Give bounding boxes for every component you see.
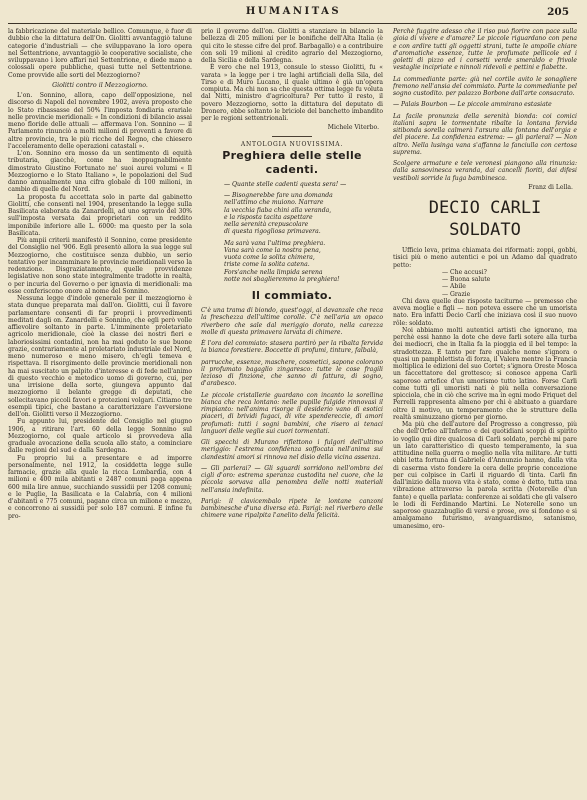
running-header — [0, 6, 587, 22]
dialogue-line: — Buona salute — [442, 276, 491, 283]
verse-line: Fors'anche nella limpida serena — [224, 268, 323, 276]
paragraph: L'on. Sonnino era mosso da un sentimento di equità tributaria, giacchè, come ha inoppugnabilmente dimostrato Giustino Fortunato ne' suoi aurei volumi « Il Mezzogiorno e lo Stato Italiano », le popolazioni del Sud danno annualmente una cifra globale di 100 milioni, in cambio di quelle del Nord. — [8, 150, 192, 194]
prose-poem-stanza: La facile pronunzia della serenità bionda: coi comici italiani sapra le tormentate ribalte la lontana fervida sitibonda sorella calmerà l'arsura alla fontana dell'orgia e del piacere. La confidenza estrema: — gli parlerai? — Non altro. Nella lusinga vana s'affanna la fanciulla con certosa suprema. — [393, 112, 577, 156]
verse-line: la vecchia fiaba chini alla veranda, — [224, 206, 332, 214]
prose-poem-stanza: — Gli parlerai? — Gli sguardi sorridono nell'ombra dei cigli d'oro: estrema speranza custodita nel cuore, che la piccola sorvava alla penombra delle notti materiali nell'ansia indefinita. — [201, 464, 383, 494]
page-number: 205 — [547, 6, 569, 18]
prose-poem-stanza: La commediante parte: già nel cortile avito le sonagliere fremono nell'ansia del commiato. Parte la commediante pel sogno custodito. per palazzo Borbone dall'arte consacrato. — [393, 75, 577, 97]
paragraph: La proposta fu accettata solo in parte dal gabinetto Giolitti, che consentì nel 1904, presentando la legge sulla Basilicata elaborata da Zanardelli, ad uno sgravio del 30% sull'imposta versata dai proprietari con un reddito imponibile inferiore alle L. 6000: ma questo per la sola Basilicata. — [8, 193, 192, 237]
verse-line: nella serenità crepuscolare — [224, 221, 309, 228]
column-middle — [201, 28, 383, 794]
prose-poem-stanza: Perchè fuggire adesso che il riso può fiorire con pace sulla gioia di vivere e d'amare? Le piccole riguardano con pena e con ardire tutti gli oggetti strani, tutte le ampolle chiare d'aromatiche essenze, tutte le profumate pellicole ed i goletti di pizzo ed i corsetti verde smeraldo e frivole vestaglie incipriate e ninnoli ridevoli e pettini e fiabette. — [393, 28, 577, 72]
verse-line: — Bisognerebbe fare una domanda — [224, 192, 333, 199]
paragraph: Più ampii criterii manifestò il Sonnino, come presidente del Consiglio nel '906. Egli presentò allora la sua legge sul Mezzogiorno, che costituisce senza dubbio, un serio tentativo per incamminare le provincie meridionali verso la redenzione. Disgraziatamente, quelle provvidenze legislative non sono state integralmente tradotte in realtà, o per incuria del Governo o per ignavia di meridionali: ma esse conferiscono onore al nome del Sonnino. — [8, 237, 192, 295]
verse-line: notte noi sbaglieremmo la preghiera! — [224, 275, 340, 283]
column-left — [8, 28, 192, 794]
section-subheading: Giolitti contro il Mezzogiorno. — [52, 81, 148, 89]
verse-line: — Quante stelle cadenti questa sera! — — [224, 180, 347, 188]
dialogue-line: — Abile — [442, 283, 466, 291]
journal-title: HUMANITAS — [245, 6, 342, 17]
verse-line: di questa rigogliosa primavera. — [224, 228, 321, 236]
verse-line: e la risposta tacita aspettare — [224, 213, 313, 221]
paragraph: L'on. Sonnino, allora, capo dell'opposizione, nel discorso di Napoli del novembre 1902, aveva proposto che lo Stato ribassasse del 50% l'imposta fondiaria erariale nelle provincie meridionali: « In condizioni di bilancio assai meno floride delle attuali — affermava l'on. Sonnino — il Parlamento rinunciò a molti milioni di proventi a favore di altre provincie, tra le più ricche del Regno, che chiesero l'acceleramento delle operazioni catastali ». — [8, 92, 192, 150]
poem-title: Preghiera delle stelle cadenti. — [222, 148, 362, 176]
prose-poem-stanza: Gli specchi di Murano riflettono i fulgori dell'ultimo meriggio: l'estrema confidenza soffocata nell'anima sui clandestini amori si rinnova nel disio della vicina assenza. — [201, 439, 383, 461]
paragraph: Ma più che dell'autore del Progresso a congresso, più che dell'Orfeo all'Inferno e dei quotidiani scoppi di spirito io voglio qui dire qualcosa di Carli soldato, perchè mi pare un lato caratteristico di questo temperamento, la sua attitudine nella guerra o meglio nella vita militare. Ar tutti ebbi letta fortuna di Gabriele d'Annunzio hanno, dalla vita di caserma visto fondere la cera delle proprie concezione per cui colpisce in Carli il riguardo di tinta. Carli fin dall'inizio della nuova vita è stato, come è detto, tutta una vibrazione attraverso la parola scritta (Noterelle d'un fante) e quella parlata: conferenze ai soldati che gli valsero le lodi di Ferdinando Martini. Le Noterelle sono un saporoso guazzabuglio di versi e prose, ove si fondono e si amalgamano futurismo, avanguardismo, satanismo, umanesimo, ero- — [393, 421, 577, 530]
paragraph: prio il governo dell'on. Giolitti a stanziare in bilancio la bellezza di 205 milioni per le bonifiche dell'Alta Italia (è qui cito le stesse cifre del prof. Barbagallo) e a contribuire con soli 19 milioni al credito agrario del Mezzogiorno, della Sicilia e della Sardegna. — [201, 28, 383, 64]
verse-line: Vana sarà come la nostra pena, — [224, 246, 321, 254]
poem-title: Il commiato. — [251, 289, 333, 302]
verse-line: vuota come la solita chimera, — [224, 254, 315, 261]
paragraph: Fu proprio lui a presentare e ad imporre personalmente, nel 1912, la cosiddetta legge sulle farmacie, grazie alla quale la ricca Lombardia, con 4 milioni e 400 mila abitanti e 2487 comuni paga appena 600 mila lire annue, succhiando sussidii per 1208 comuni; e le Puglie, la Basilicata e la Calabria, con 4 milioni d'abitanti e 775 comuni, pagano circa un milione e mezzo, e concorrono ai sussidii per solo 187 comuni. E infine fu pro- — [8, 454, 192, 520]
paragraph: Ufficio leva, prima chiamata dei riformati: zoppi, gobbi, tisici più o meno autentici e poi un Adamo dal quadrato petto: — [393, 247, 577, 269]
verse-line: nell'attimo che muiono. Narrare — [224, 199, 324, 207]
prose-poem-stanza: — Palais Bourbon — Le piccole ammirano estasiate — [393, 101, 552, 109]
section-divider — [272, 136, 312, 137]
paragraph: Noi abbiamo molti autentici artisti che ignorano, ma perchè essi hanno la dote che deve farli sotere alla turba dei mediocri, che in Italia fa la pioggia ed il bel tempo: la stradottezza. E tanto per fare qualche nome s'ignora o quasi un pamphlettista di forza, il Valera mentre la Francia moltiplica le edizioni del suo Cortet; s'ignora Oreste Mosca un faccettatore del grottesco; si conosce appena Carli saporoso artefice d'un umorismo tutto latino. Forse Carli come tutti gli umoristi nati è più nella conversazione spicciola, che in ciò che scrive ma in egni modo Friquet del Perrelli rappresenta almeno per chi è abituato a guardare oltre il motivo, un temperamento che le strutture della realtà sminuzzano giorno per giorno. — [393, 326, 577, 421]
prose-poem-stanza: Le piccole cristallerie guardano con incanto la sorellina bianca che reca lontano: nelle pupille fulgide rinnovasi il rimpianto: nell'anima risorge il desiderio vano di esotici piaceri, di brividi fugaci, di vite spendereccie, di amori profumati: tutti i sogni bambini, che risero ai tenaci languori delle veglie sui cuori tormentati. — [201, 391, 383, 435]
paragraph: È vero che nel 1913, consule lo stesso Giolitti, fu « varata » la legge per i tre laghi artificiali della Sila, del Tirso e di Muro Lucano, il quale ultimo è già un'opera compiuta. Ma chi non sa che questa ottima legge fu voluta dal Nitti, ministro d'agricoltura? Per tutto il resto, il povero Mezzogiorno, sotto la dittatura del deputato di Dronero, ebbe soltanto le briciole del banchetto imbandito per le regioni settentrionali. — [201, 64, 383, 122]
author-signature: Michele Viterbo. — [327, 124, 379, 132]
column-right — [393, 28, 577, 794]
verse-line: triste come la solita catena. — [224, 261, 310, 269]
author-signature: Franz di Lella. — [528, 183, 573, 191]
paragraph: Nessuna legge d'indole generale per il mezzogiorno è stata dunque preparata mai dall'on. Giolitti, cui il favore parlamentare consentì di far proprii i provvedimenti meditati dagli on. Zanardelli e Sonnino, che egli però volle affievolire soltanto in parte. L'imminente proletariato agricolo meridionale, cioè la classe dei nostri fieri e laboriosissimi contadini, non ha mai goduto le sue buone grazie, contrariamente al proletariato industriale del Nord, meno numeroso e meno misero, ch'egli temeva e rispettava. Il risorgimento delle provincie meridionali non ha mai suscitato un palpito d'interesse e di fede nell'animo di questo vecchio e metodico uomo di governo, cui, per una irrisione della sorte, giungeva appunto dal mezzogiorno il belante gregge di deputati, che sollecitavano piccoli favori e protezioni volgari. Citiamo tre esempii tipici, che bastano a caratterizzare l'avversione dell'on. Giolitti verso il Mezzogiorno. — [8, 295, 192, 418]
dialogue-line: — Grazie — [442, 290, 471, 298]
dialogue-line: — Che accusi? — [442, 268, 487, 276]
prose-poem-stanza: È l'ora del commiato: stasera partirò per la ribalta fervida la bianca forestiere. Boccette di profumi, tinture, falbalà, — [201, 340, 383, 355]
article-title: DECIO CARLI SOLDATO — [428, 198, 542, 240]
prose-poem-stanza: Scolgere armature e tele veronesi piangono alla rinunzia: dalla sansovinesca veranda, dai cancelli fioriti, dai difesi vestiboli sorride la fuga bambinesca. — [393, 160, 577, 182]
section-kicker: ANTOLOGIA NUOVISSIMA. — [240, 140, 344, 148]
paragraph: la fabbricazione del materiale bellico. Comunque, è fuor di dubbio che la dittatura dell'On. Giolitti avvantaggiò talune categorie d'industriali — che sviluppavano la loro opera nel Settentrione, avvantaggiò le cooperative socialiste, che sviluppavano i loro affari nel Settentrione, e diede mano a colossali opere pubbliche, quasi tutte nel Settentrione. Come provvide alle sorti del Mezzogiorno? — [8, 28, 192, 79]
paragraph: Fu appunto lui, presidente del Consiglio nel giugno 1906, a ritirare l'art. 60 della legge Sonnino sul Mezzogiorno, col quale articolo si provvedeva alla graduale avocazione della scuola allo stato, a cominciare dalle regioni del sud e dalla Sardegna. — [8, 418, 192, 455]
prose-poem-stanza: Parigi: il clavicembalo ripete le lontane canzoni bambinesche d'una diversa età. Parigi: nel riverbero delle chimere vane ripalpita l'anelito della felicità. — [201, 497, 383, 520]
verse-line: Ma sarà vana l'ultima preghiera. — [224, 239, 326, 247]
prose-poem-stanza: C'è una trama di biondo, quest'oggi, al davanzale che reca la freschezza dell'ultime corolle. C'è nell'aria un opaco riverbero che sale dal meriggio dorato, nella carezza molle di questa primavera larvata di chimere. — [201, 307, 383, 336]
paragraph: Chi dava quelle due risposte taciturne — premesso che aveva moglie e figli — non poteva essere che un umorista nato. Era infatti Decio Carli che iniziava così il suo nuovo rôle: soldato. — [393, 297, 577, 327]
prose-poem-stanza: parrucche, essenze, maschere, cosmetici, sapone colorano il profumato bagaglio zingaresco: tutte le cose fragili lezioso di finzione, che sanno di fattura, di sogno, d'arabesco. — [201, 358, 383, 388]
header-rule — [8, 23, 577, 24]
